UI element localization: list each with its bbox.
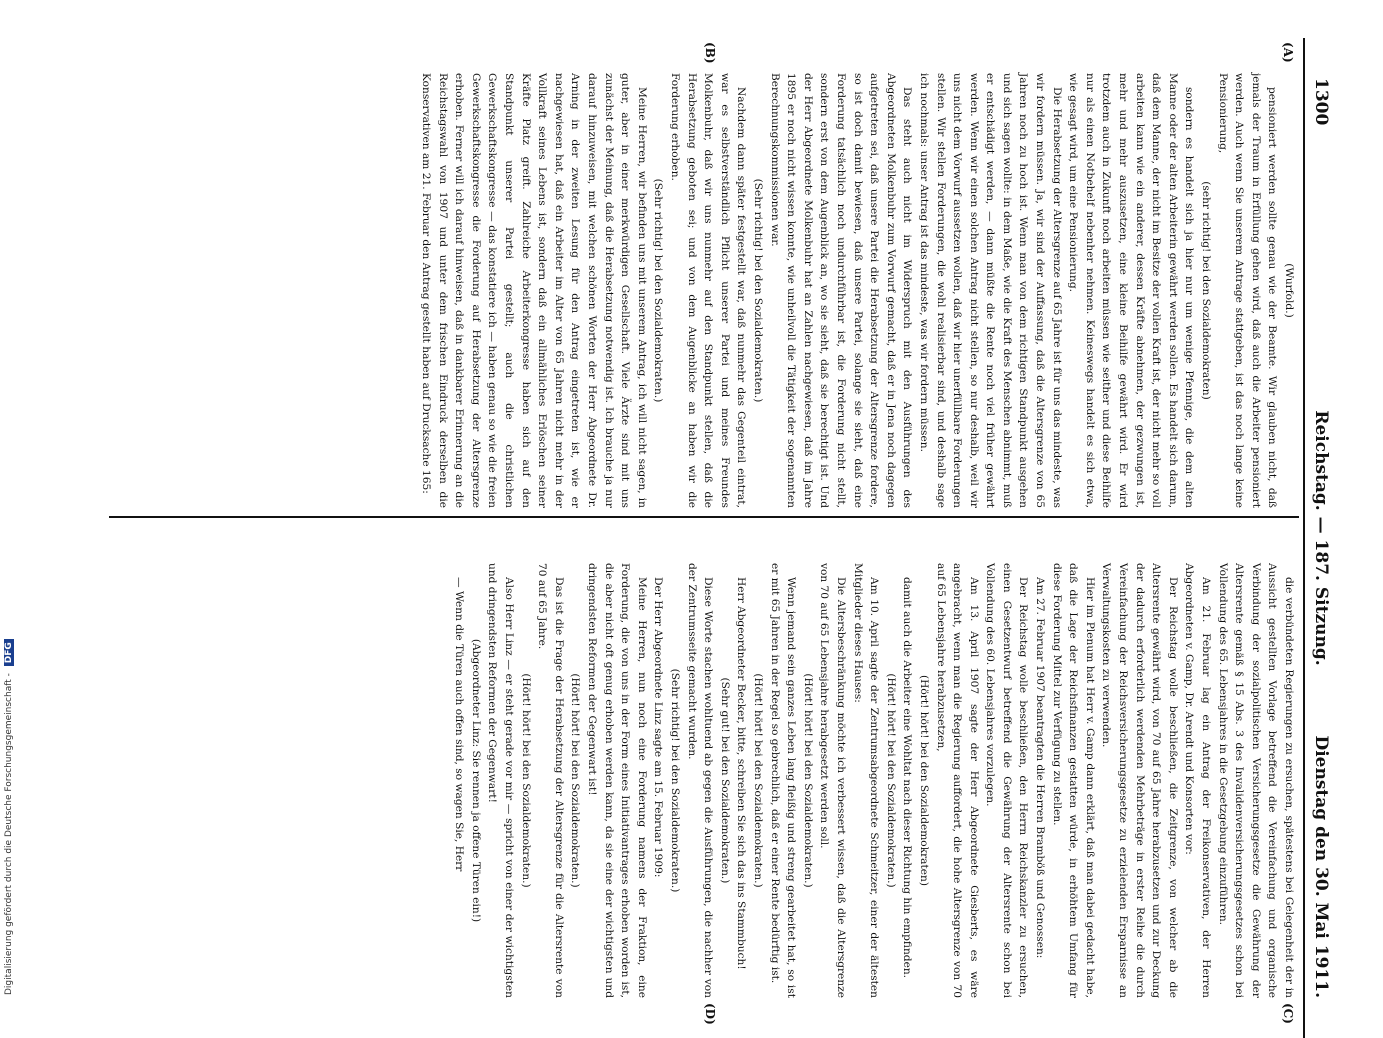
interjection: (Hört! hört! bei den Sozialdemokraten.) <box>569 673 582 888</box>
paragraph: Am 21. Februar lag ein Antrag der Freikonservativen, der Herren Abgeordneten v. Gamp, Dr. Arendt und Konsorten vor: <box>1183 563 1213 998</box>
interjection: (Hört! hört! bei den Sozialdemokraten.) <box>801 673 814 888</box>
interjection: (sehr richtig! bei den Sozialdemokraten) <box>1200 181 1213 400</box>
paragraph: Die Altersbeschränkung möchte ich verbessert wissen, daß die Altersgrenze von 70 auf 65 Lebensjahre herabgesetzt werden soll. <box>818 563 847 998</box>
document-page <box>15 38 1335 1038</box>
interjection: (Sehr gut! bei den Sozialdemokraten.) <box>718 677 731 884</box>
column-divider <box>109 516 1299 518</box>
paragraph: Nachdem dann später festgestellt war, daß nunmehr das Gegenteil eintrat, war es selbstverständlich Pflicht unserer Partei und meines Freundes Molkenbuhr, daß wir uns nunmehr auf den Standpunkt stellen, daß die Herabsetzung geboten sei; und von dem Augenblicke an haben wir die Forderung erhoben. <box>669 73 748 508</box>
interjection: (Hört! hört! bei den Sozialdemokraten) <box>917 675 930 886</box>
funding-text: Digitalisierung gefördert durch die Deutsche Forschungsgemeinschaft - <box>4 673 14 995</box>
paragraph: Der Reichstag wolle beschließen, den Herrn Reichskanzler zu ersuchen, einen Gesetzentwurf betreffend die Gewährung der Altersrente schon bei Vollendung des 60. Lebensjahres vorzulegen. <box>984 563 1030 998</box>
margin-mark-b: (B) <box>703 42 717 64</box>
paragraph: Meine Herren, wir befinden uns mit unserem Antrag, ich will nicht sagen, in guter, aber in einer merkwürdigen Gesellschaft. Viele Ärzte sind mit uns zunächst der Meinung, daß die Herabsetzung notwendig ist. Ich brauche ja nur darauf hinzuweisen, mit welchen schönen Worten der Herr Abgeordnete Dr. Arning in der zweiten Lesung für den Antrag eingetreten ist, wie er nachgewiesen hat, daß ein Arbeiter im Alter von 65 Jahren nicht mehr in der Vollkraft seines Lebens ist, sondern daß ein allmähliches Erlöschen seiner Kräfte Platz greift. Zahlreiche Arbeiterkongresse haben sich auf den Standpunkt unserer Partei gestellt; auch die christlichen Gewerkschaftskongresse — das konstatiere ich — haben genau so wie die freien Gewerkschaftskongresse die Forderung auf Herabsetzung der Altersgrenze erhoben. Ferner will ich darauf hinweisen, daß in dankbarer Erinnerung an die Reichstagswahl von 1907 und unter dem frischen Eindruck derselben die Konservativen am 21. Februar den Antrag gestellt haben auf Drucksache 165: <box>420 73 648 508</box>
paragraph: Am 13. April 1907 sagte der Herr Abgeordnete Giesberts, es wäre angebracht, wenn man die Regierung auffordert, die hohe Altersgrenze von 70 auf 65 Lebensjahre herabzusetzen, <box>934 563 980 998</box>
margin-mark-a: (A) <box>1281 42 1295 63</box>
paragraph: — Wenn die Türen auch offen sind, so wagen Sie, Herr <box>453 577 466 872</box>
interjection: (Sehr richtig! bei den Sozialdemokraten.) <box>752 178 764 403</box>
interjection: (Hört! hört! bei den Sozialdemokraten.) <box>752 673 764 888</box>
page-number: 1300 <box>1311 78 1331 126</box>
paragraph: Diese Worte stachen wohltuend ab gegen die Ausführungen, die nachher von der Zentrumsseite gemacht wurden. <box>685 563 715 998</box>
paragraph: pensioniert werden sollte genau wie der Beamte. Wir glauben nicht, daß jemals der Traum in Erfüllung gehen wird, daß auch die Arbeiter pensioniert werden. Auch wenn Sie unserem Antrage stattgeben, ist das noch lange keine Pensionierung, <box>1216 73 1279 508</box>
paragraph: Herr Abgeordneter Becker, bitte, schreiben Sie sich das ins Stammbuch! <box>735 577 748 970</box>
interjection: (Hört! hört! bei den Sozialdemokraten.) <box>519 673 532 888</box>
margin-mark-d: (D) <box>703 1003 717 1025</box>
margin-mark-c: (C) <box>1281 1003 1295 1024</box>
right-column <box>451 563 1297 998</box>
left-column <box>418 73 1297 508</box>
paragraph: Der Herr Abgeordnete Linz sagte am 15. Februar 1909: <box>652 577 665 878</box>
interjection: (Sehr richtig! bei den Sozialdemokraten.) <box>652 178 665 403</box>
paragraph: Am 10. April sagte der Zentrumsabgeordnete Schmeitzer, einer der ältesten Mitglieder dieses Hauses: <box>851 563 881 998</box>
paragraph: Die Herabsetzung der Altersgrenze auf 65 Jahre ist für uns das mindeste, was wir fordern müssen. Ja, wir sind der Auffassung, daß die Altersgrenze von 65 Jahren noch zu hoch ist. Wenn man von dem richtigen Standpunkt ausgehen und sich sagen wollte: in dem Maße, wie die Kraft des Menschen abnimmt, muß er entschädigt werden, — dann müßte die Rente noch viel früher gewährt werden. Wenn wir einen solchen Antrag nicht stellen, so nur deshalb, weil wir uns nicht dem Vorwurf aussetzen wollen, daß wir hier unerfüllbare Forderungen stellen. Wir stellen Forderungen, die wohl realisierbar sind, und deshalb sage ich nochmals: unser Antrag ist das mindeste, was wir fordern müssen. <box>917 73 1063 508</box>
interjection: (Sehr richtig! bei den Sozialdemokraten.) <box>669 668 682 893</box>
paragraph: damit auch die Arbeiter eine Wohltat nach dieser Richtung hin empfinden. <box>901 577 914 979</box>
paragraph: sondern es handelt sich ja hier nur um wenige Pfennige, die dem alten Manne oder der alten Arbeiterin gewährt werden sollen. Es handelt sich darum, daß dem Manne, der nicht im Besitze der vollen Kraft ist, der nicht mehr so voll arbeiten kann wie ein anderer, dessen Kräfte abnehmen, der gezwungen ist, mehr und mehr auszusetzen, eine kleine Beihilfe gewährt wird. Er wird trotzdem auch in Zukunft noch arbeiten müssen wie seither und diese Beihilfe nur als einen Notbehelf nebenher nehmen. Keineswegs handelt es sich etwa, wie gesagt wird, um eine Pensionierung. <box>1067 73 1196 508</box>
session-title: Reichstag. — 187. Sitzung. <box>1311 410 1331 666</box>
paragraph: Wenn jemand sein ganzes Leben lang fleißig und streng gearbeitet hat, so ist er mit 65 Jahren in der Regel so gebrechlich, daß er einer Rente bedürftig ist. <box>768 563 798 998</box>
dfg-logo: DFG <box>4 639 14 666</box>
paragraph: Der Reichstag wolle beschließen, die Zeitgrenze, von welcher ab die Altersrente gewährt wird, von 70 auf 65 Jahre herabzusetzen und zur Deckung der dadurch erforderlich werdenden Mehrbeträge in erster Reihe die durch Vereinfachung der Reichsversicherungsgesetze zu erzielenden Ersparnisse an Verwaltungskosten zu verwenden. <box>1100 563 1179 998</box>
interjection: (Wurfold.) <box>1283 263 1295 318</box>
paragraph: Hier im Plenum hat Herr v. Gamp dann erklärt, daß man dabei gedacht habe, daß die Lage der Reichsfinanzen gestatten würde, in erhöhtem Umfang für diese Forderung Mittel zur Verfügung zu stellen. <box>1050 563 1096 998</box>
interjection: (Abgeordneter Linz: Sie rennen ja offene Türen ein!) <box>469 638 482 923</box>
paragraph: Das ist die Frage der Herabsetzung der Altersgrenze für die Altersrente von 70 auf 65 Jahre. <box>536 563 565 998</box>
paragraph: Also Herr Linz — er steht gerade vor mir — spricht von einer der wichtigsten und dringendsten Reformen der Gegenwart! <box>486 563 516 998</box>
page-header <box>1303 38 1335 1038</box>
session-date: Dienstag den 30. Mai 1911. <box>1311 735 1331 998</box>
paragraph: Meine Herren, nun noch eine Forderung namens der Fraktion, eine Forderung, die von uns in der Form eines Initiativantrages erhoben worden ist, die aber nicht oft genug erhoben werden kann, da sie eine der wichtigsten und dringendsten Reformen der Gegenwart ist! <box>586 563 648 998</box>
interjection: (Hört! hört! bei den Sozialdemokraten.) <box>884 673 897 888</box>
paragraph: Am 27. Februar 1907 beantragten die Herren Bramböß und Genossen: <box>1034 577 1047 959</box>
funding-note <box>4 639 14 995</box>
paragraph: die verbündeten Regierungen zu ersuchen, spätestens bei Gelegenheit der in Aussicht gestellten Vorlage betreffend die Vereinfachung und organische Verbindung der sozialpolitischen Versicherungsgesetze die Gewährung der Altersrente gemäß § 15 Abs. 3 des Invalidenversicherungsgesetzes schon bei Vollendung des 65. Lebensjahres in die Gesetzgebung einzuführen. <box>1216 563 1295 998</box>
paragraph: Das steht auch nicht im Widerspruch mit den Ausführungen des Abgeordneten Molkenbuhr zum Vorwurf gemacht, daß er in Jena noch dagegen aufgetreten sei, daß unsere Partei die Herabsetzung der Altersgrenze fordere, so ist doch damit bewiesen, daß unsere Partei, solange sie sieht, daß eine Forderung tatsächlich noch undurchführbar ist, die Forderung nicht stellt, sondern erst von dem Augenblick an, wo sie sieht, daß sie berechtigt ist. Und der Herr Abgeordnete Molkenbuhr hat an Zahlen nachgewiesen, daß im Jahre 1895 er noch nicht wissen konnte, wie unheilvoll die Tätigkeit der sogenannten Berechnungskommissionen war. <box>768 73 914 508</box>
